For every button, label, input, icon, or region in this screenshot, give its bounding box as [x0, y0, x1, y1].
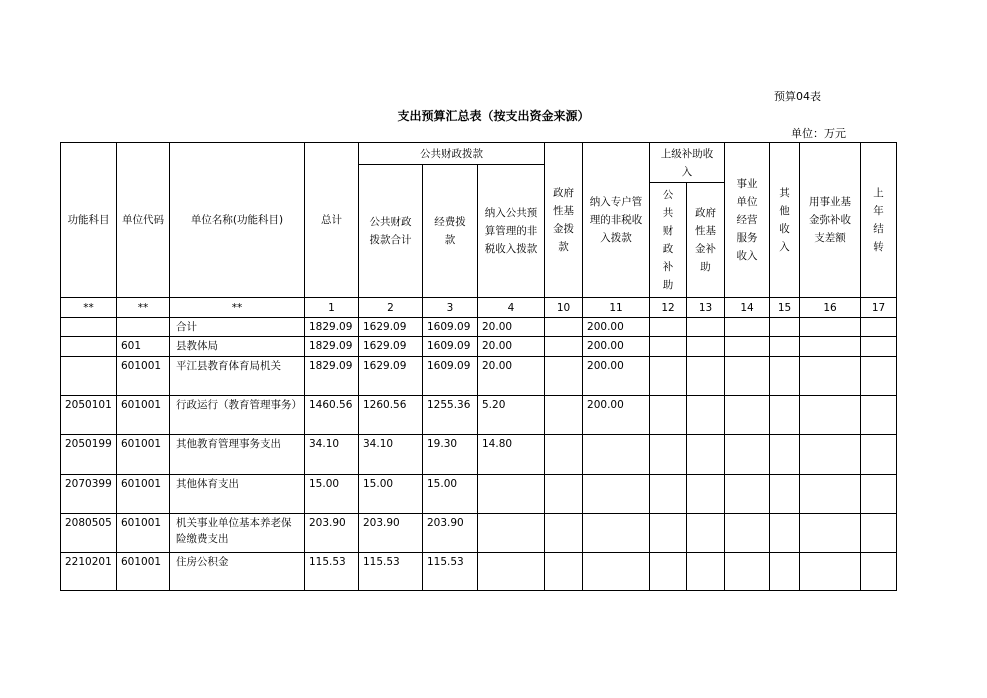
header-nontax: [478, 165, 545, 298]
cell-gov-fund: [545, 318, 583, 337]
cell-empty: [650, 357, 687, 396]
header-public-total-text: 公共财政拨款合计: [369, 216, 412, 246]
cell-public-total: 203.90: [359, 514, 423, 553]
col-no: 2: [359, 298, 423, 318]
cell-nontax: 5.20: [478, 396, 545, 435]
column-number-row: [61, 298, 897, 318]
cell-funding: 15.00: [423, 475, 478, 514]
cell-empty: [770, 553, 800, 591]
cell-empty: [861, 435, 897, 475]
cell-name: 行政运行（教育管理事务）: [170, 396, 305, 435]
cell-empty: [770, 435, 800, 475]
header-unit-name: 单位名称(功能科目): [170, 143, 305, 298]
cell-empty: [725, 318, 770, 337]
cell-empty: [725, 396, 770, 435]
header-reserve-text: 用事业基金弥补收支差额: [809, 196, 852, 244]
header-func-code: 功能科目: [61, 143, 117, 298]
col-no: 17: [861, 298, 897, 318]
col-no: 3: [423, 298, 478, 318]
cell-funding: 19.30: [423, 435, 478, 475]
col-no: 15: [770, 298, 800, 318]
cell-func: 2210201: [61, 553, 117, 591]
cell-gov-fund: [545, 553, 583, 591]
cell-empty: [861, 396, 897, 435]
cell-empty: [770, 318, 800, 337]
header-business-text: 事业单位经营服务收入: [736, 178, 758, 262]
cell-funding: 1609.09: [423, 318, 478, 337]
cell-special: [583, 475, 650, 514]
cell-empty: [770, 337, 800, 357]
cell-gov-fund: [545, 475, 583, 514]
header-sub-public-text: 公共财政补助: [662, 189, 674, 291]
cell-empty: [800, 435, 861, 475]
cell-total: 1829.09: [305, 318, 359, 337]
cell-empty: [725, 357, 770, 396]
cell-total: 15.00: [305, 475, 359, 514]
cell-empty: [687, 396, 725, 435]
cell-func: [61, 357, 117, 396]
table-row: [61, 553, 897, 591]
cell-empty: [687, 357, 725, 396]
cell-empty: [800, 514, 861, 553]
cell-code: 601: [117, 337, 170, 357]
col-no: 16: [800, 298, 861, 318]
header-gov-fund-text: 政府性基金拨款: [553, 187, 575, 253]
cell-total: 1829.09: [305, 357, 359, 396]
col-no: 1: [305, 298, 359, 318]
header-subsidy-group: [650, 143, 725, 183]
header-unit-code: 单位代码: [117, 143, 170, 298]
budget-table: [60, 142, 897, 591]
cell-func: 2050199: [61, 435, 117, 475]
cell-empty: [800, 318, 861, 337]
cell-empty: [770, 357, 800, 396]
cell-empty: [687, 514, 725, 553]
cell-empty: [800, 553, 861, 591]
header-other-text: 其他收入: [779, 187, 790, 253]
cell-name: 住房公积金: [170, 553, 305, 591]
cell-nontax: [478, 514, 545, 553]
table-row: [61, 337, 897, 357]
cell-empty: [650, 553, 687, 591]
cell-func: 2070399: [61, 475, 117, 514]
header-funding-text: 经费拨款: [434, 216, 466, 246]
cell-total: 34.10: [305, 435, 359, 475]
cell-public-total: 1629.09: [359, 357, 423, 396]
cell-func: [61, 318, 117, 337]
cell-code: [117, 318, 170, 337]
cell-nontax: 20.00: [478, 318, 545, 337]
header-sub-fund-text: 政府性基金补助: [695, 207, 717, 273]
table-row: [61, 475, 897, 514]
form-number: 预算04表: [774, 90, 821, 103]
cell-empty: [687, 318, 725, 337]
cell-empty: [725, 475, 770, 514]
header-special-text: 纳入专户管理的非税收入拨款: [589, 196, 643, 244]
cell-empty: [861, 475, 897, 514]
cell-empty: [687, 337, 725, 357]
cell-special: 200.00: [583, 357, 650, 396]
unit-label: 单位：万元: [791, 127, 846, 140]
cell-special: [583, 553, 650, 591]
cell-name: 其他教育管理事务支出: [170, 435, 305, 475]
cell-funding: 1609.09: [423, 357, 478, 396]
cell-name: 县教体局: [170, 337, 305, 357]
cell-gov-fund: [545, 337, 583, 357]
col-no: 14: [725, 298, 770, 318]
cell-funding: 1255.36: [423, 396, 478, 435]
cell-total: 1829.09: [305, 337, 359, 357]
cell-special: [583, 435, 650, 475]
cell-gov-fund: [545, 435, 583, 475]
cell-nontax: [478, 475, 545, 514]
col-no: 4: [478, 298, 545, 318]
table-row: [61, 357, 897, 396]
cell-special: [583, 514, 650, 553]
cell-nontax: [478, 553, 545, 591]
header-gov-fund: [545, 143, 583, 298]
cell-total: 115.53: [305, 553, 359, 591]
cell-code: 601001: [117, 514, 170, 553]
header-total: 总计: [305, 143, 359, 298]
cell-code: 601001: [117, 475, 170, 514]
col-no: 11: [583, 298, 650, 318]
col-no: 10: [545, 298, 583, 318]
cell-empty: [650, 475, 687, 514]
cell-empty: [800, 396, 861, 435]
cell-gov-fund: [545, 396, 583, 435]
cell-empty: [650, 318, 687, 337]
cell-code: 601001: [117, 435, 170, 475]
cell-name: 机关事业单位基本养老保险缴费支出: [170, 514, 305, 553]
header-reserve: [800, 143, 861, 298]
col-no: 13: [687, 298, 725, 318]
header-carryover-text: 上年结转: [873, 187, 884, 253]
cell-func: 2080505: [61, 514, 117, 553]
header-public-group: 公共财政拨款: [359, 143, 545, 165]
cell-empty: [725, 435, 770, 475]
cell-func: 2050101: [61, 396, 117, 435]
table-row: [61, 514, 897, 553]
cell-special: 200.00: [583, 318, 650, 337]
cell-code: 601001: [117, 396, 170, 435]
col-no: **: [61, 298, 117, 318]
header-special: [583, 143, 650, 298]
cell-name: 合计: [170, 318, 305, 337]
page-title: 支出预算汇总表（按支出资金来源）: [397, 109, 590, 123]
cell-empty: [800, 357, 861, 396]
cell-code: 601001: [117, 553, 170, 591]
cell-empty: [800, 337, 861, 357]
cell-empty: [725, 553, 770, 591]
cell-nontax: 20.00: [478, 357, 545, 396]
cell-public-total: 34.10: [359, 435, 423, 475]
col-no: 12: [650, 298, 687, 318]
cell-empty: [770, 514, 800, 553]
col-no: **: [117, 298, 170, 318]
cell-nontax: 20.00: [478, 337, 545, 357]
cell-empty: [800, 475, 861, 514]
cell-public-total: 15.00: [359, 475, 423, 514]
cell-gov-fund: [545, 514, 583, 553]
cell-name: 平江县教育体育局机关: [170, 357, 305, 396]
cell-total: 1460.56: [305, 396, 359, 435]
cell-public-total: 1629.09: [359, 318, 423, 337]
cell-special: 200.00: [583, 396, 650, 435]
cell-empty: [861, 553, 897, 591]
cell-name: 其他体育支出: [170, 475, 305, 514]
cell-empty: [725, 514, 770, 553]
cell-total: 203.90: [305, 514, 359, 553]
cell-empty: [650, 514, 687, 553]
header-carryover: [861, 143, 897, 298]
cell-empty: [650, 435, 687, 475]
cell-public-total: 1260.56: [359, 396, 423, 435]
cell-public-total: 1629.09: [359, 337, 423, 357]
cell-empty: [650, 337, 687, 357]
cell-empty: [650, 396, 687, 435]
col-no: **: [170, 298, 305, 318]
table-row: [61, 396, 897, 435]
header-subsidy-group-text: 上级补助收入: [660, 147, 714, 178]
table-row: [61, 435, 897, 475]
header-funding: [423, 165, 478, 298]
cell-funding: 203.90: [423, 514, 478, 553]
cell-empty: [687, 435, 725, 475]
cell-code: 601001: [117, 357, 170, 396]
cell-empty: [861, 357, 897, 396]
header-business: [725, 143, 770, 298]
table-row: [61, 318, 897, 337]
cell-empty: [687, 553, 725, 591]
cell-public-total: 115.53: [359, 553, 423, 591]
cell-func: [61, 337, 117, 357]
cell-empty: [770, 475, 800, 514]
cell-empty: [687, 475, 725, 514]
cell-special: 200.00: [583, 337, 650, 357]
cell-gov-fund: [545, 357, 583, 396]
header-other: [770, 143, 800, 298]
cell-empty: [861, 337, 897, 357]
header-nontax-text: 纳入公共预算管理的非税收入拨款: [484, 207, 538, 255]
header-sub-public: [650, 183, 687, 298]
cell-empty: [861, 514, 897, 553]
cell-empty: [725, 337, 770, 357]
cell-empty: [770, 396, 800, 435]
cell-nontax: 14.80: [478, 435, 545, 475]
header-public-total: [359, 165, 423, 298]
cell-funding: 1609.09: [423, 337, 478, 357]
cell-empty: [861, 318, 897, 337]
header-sub-fund: [687, 183, 725, 298]
cell-funding: 115.53: [423, 553, 478, 591]
